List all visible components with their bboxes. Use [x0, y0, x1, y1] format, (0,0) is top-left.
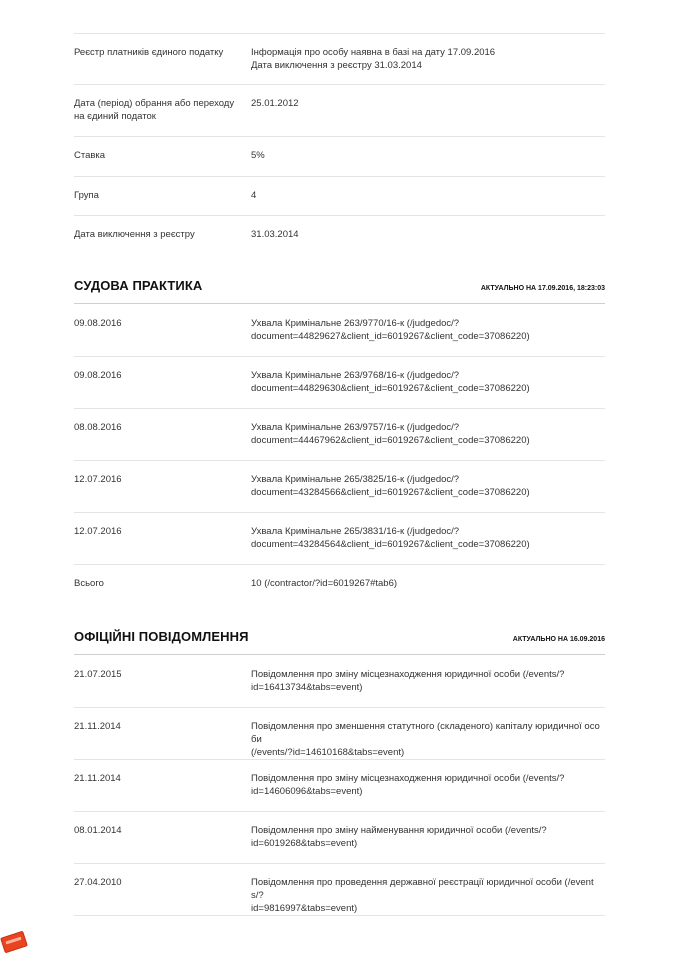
row-value: [251, 149, 605, 176]
notice-link[interactable]: [251, 824, 605, 863]
row-date: 08.08.2016: [74, 422, 122, 433]
row-date: 12.07.2016: [74, 526, 122, 537]
link-line[interactable]: Ухвала Кримінальне 265/3825/16-к (/judgedoc/?: [251, 474, 460, 485]
table-row: [74, 216, 605, 255]
table-row: [74, 812, 605, 864]
section-divider: [74, 654, 605, 655]
link-line[interactable]: document=43284566&client_id=6019267&client_code=37086220): [251, 487, 530, 498]
table-row: [74, 357, 605, 409]
row-date: 27.04.2010: [74, 877, 122, 888]
link-line[interactable]: Повідомлення про зміну місцезнаходження юридичної особи (/events/?: [251, 773, 565, 784]
row-date: 21.11.2014: [74, 721, 121, 732]
link-line[interactable]: Повідомлення про зміну місцезнаходження юридичної особи (/events/?: [251, 669, 565, 680]
row-date: 08.01.2014: [74, 825, 122, 836]
link-line[interactable]: id=16413734&tabs=event): [251, 682, 363, 693]
table-row: [74, 33, 605, 85]
row-value: [251, 97, 605, 136]
link-line[interactable]: Повідомлення про зменшення статутного (складеного) капіталу юридичної особи: [251, 721, 600, 745]
section-title: ОФІЦІЙНІ ПОВІДОМЛЕННЯ: [74, 629, 249, 644]
notice-link[interactable]: [251, 772, 605, 811]
row-label: Ставка: [74, 150, 106, 161]
value-line: 5%: [251, 150, 265, 161]
row-label: Дата (період) обрання або переходу на єдиний податок: [74, 98, 235, 122]
link-line[interactable]: Ухвала Кримінальне 263/9757/16-к (/judgedoc/?: [251, 422, 460, 433]
link-line[interactable]: document=43284564&client_id=6019267&client_code=37086220): [251, 539, 530, 550]
row-date: 21.11.2014: [74, 773, 121, 784]
table-row-total: [74, 565, 605, 605]
value-line: 31.03.2014: [251, 229, 299, 240]
link-line[interactable]: Повідомлення про зміну найменування юридичної особи (/events/?: [251, 825, 547, 836]
table-row: [74, 864, 605, 916]
row-date: 12.07.2016: [74, 474, 122, 485]
row-label: Реєстр платників єдиного податку: [74, 47, 224, 58]
row-label: Дата виключення з реєстру: [74, 229, 195, 240]
notice-link[interactable]: [251, 720, 605, 759]
table-row: [74, 708, 605, 760]
link-line[interactable]: id=6019268&tabs=event): [251, 838, 358, 849]
row-value: [251, 228, 605, 255]
value-line: Дата виключення з реєстру 31.03.2014: [251, 60, 422, 71]
table-row: [74, 137, 605, 177]
section-updated-date: АКТУАЛЬНО НА 16.09.2016: [512, 636, 605, 643]
section-updated-date: АКТУАЛЬНО НА 17.09.2016, 18:23:03: [480, 285, 605, 292]
court-decision-link[interactable]: [251, 421, 605, 460]
court-decision-link[interactable]: [251, 369, 605, 408]
court-decision-link[interactable]: [251, 473, 605, 512]
total-link[interactable]: 10 (/contractor/?id=6019267#tab6): [251, 578, 398, 589]
link-line[interactable]: id=9816997&tabs=event): [251, 903, 358, 914]
link-line[interactable]: document=44829627&client_id=6019267&client_code=37086220): [251, 331, 530, 342]
app-logo-icon: [0, 931, 28, 954]
link-line[interactable]: Ухвала Кримінальне 263/9768/16-к (/judgedoc/?: [251, 370, 460, 381]
court-practice-table: [74, 305, 605, 605]
link-line[interactable]: (/events/?id=14610168&tabs=event): [251, 747, 405, 758]
link-line[interactable]: Ухвала Кримінальне 263/9770/16-к (/judgedoc/?: [251, 318, 460, 329]
link-line[interactable]: id=14606096&tabs=event): [251, 786, 363, 797]
link-line[interactable]: Повідомлення про проведення державної реєстрації юридичної особи (/events/?: [251, 877, 594, 901]
court-practice-header: [74, 278, 605, 300]
value-line: 25.01.2012: [251, 98, 299, 109]
row-value: [251, 189, 605, 215]
court-decision-link[interactable]: [251, 525, 605, 564]
row-date: 09.08.2016: [74, 318, 122, 329]
row-date: 09.08.2016: [74, 370, 122, 381]
value-line: Інформація про особу наявна в базі на дату 17.09.2016: [251, 47, 496, 58]
row-date: 21.07.2015: [74, 669, 122, 680]
table-row: [74, 461, 605, 513]
single-tax-table: [74, 33, 605, 255]
table-row: [74, 760, 605, 812]
row-label: Група: [74, 190, 99, 201]
table-row: [74, 305, 605, 357]
table-row: [74, 656, 605, 708]
table-row: [74, 177, 605, 216]
section-divider: [74, 303, 605, 304]
official-notices-table: [74, 656, 605, 916]
official-notices-header: [74, 629, 605, 651]
link-line[interactable]: document=44829630&client_id=6019267&client_code=37086220): [251, 383, 530, 394]
court-decision-link[interactable]: [251, 317, 605, 356]
section-title: СУДОВА ПРАКТИКА: [74, 278, 203, 293]
link-line[interactable]: document=44467962&client_id=6019267&client_code=37086220): [251, 435, 530, 446]
value-line: 4: [251, 190, 257, 201]
table-row: [74, 409, 605, 461]
table-row: [74, 85, 605, 137]
table-row: [74, 513, 605, 565]
total-label: Всього: [74, 578, 104, 589]
notice-link[interactable]: [251, 668, 605, 707]
row-value: [251, 46, 605, 84]
link-line[interactable]: Ухвала Кримінальне 265/3831/16-к (/judgedoc/?: [251, 526, 460, 537]
notice-link[interactable]: [251, 876, 605, 915]
